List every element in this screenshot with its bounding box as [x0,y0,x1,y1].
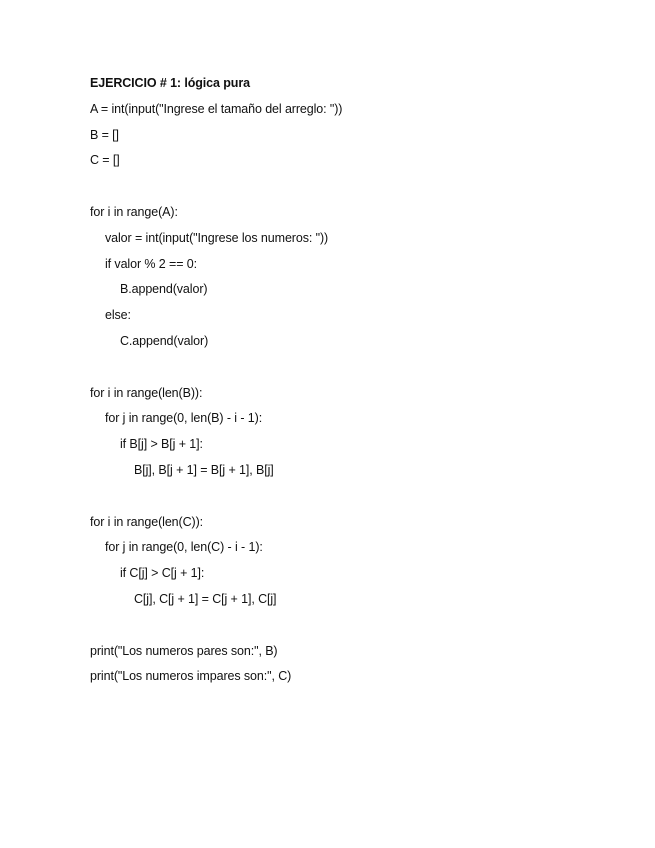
code-line: for i in range(A): [90,204,178,219]
code-line: B.append(valor) [120,282,208,297]
code-line: print("Los numeros pares son:", B) [90,643,278,658]
code-line: else: [105,308,131,323]
code-line: B[j], B[j + 1] = B[j + 1], B[j] [134,462,274,477]
blank-line [90,486,610,512]
code-line: for j in range(0, len(B) - i - 1): [105,411,263,426]
code-line: for i in range(len(C)): [90,514,204,529]
code-line: C = [] [90,153,120,168]
code-line: C.append(valor) [120,333,209,348]
code-line: if C[j] > C[j + 1]: [120,566,205,581]
code-line: if valor % 2 == 0: [105,256,197,271]
code-line: valor = int(input("Ingrese los numeros: ")) [105,230,329,245]
code-line: A = int(input("Ingrese el tamaño del arreglo: ")) [90,101,343,116]
code-line: for i in range(len(B)): [90,385,203,400]
code-line: B = [] [90,127,119,142]
document-title: EJERCICIO # 1: lógica pura [90,76,250,90]
document-body [90,73,610,692]
code-line: C[j], C[j + 1] = C[j + 1], C[j] [134,591,277,606]
code-line: print("Los numeros impares son:", C) [90,669,292,684]
blank-line [90,615,610,641]
blank-line [90,176,610,202]
code-line: if B[j] > B[j + 1]: [120,437,203,452]
blank-line [90,357,610,383]
code-line: for j in range(0, len(C) - i - 1): [105,540,263,555]
